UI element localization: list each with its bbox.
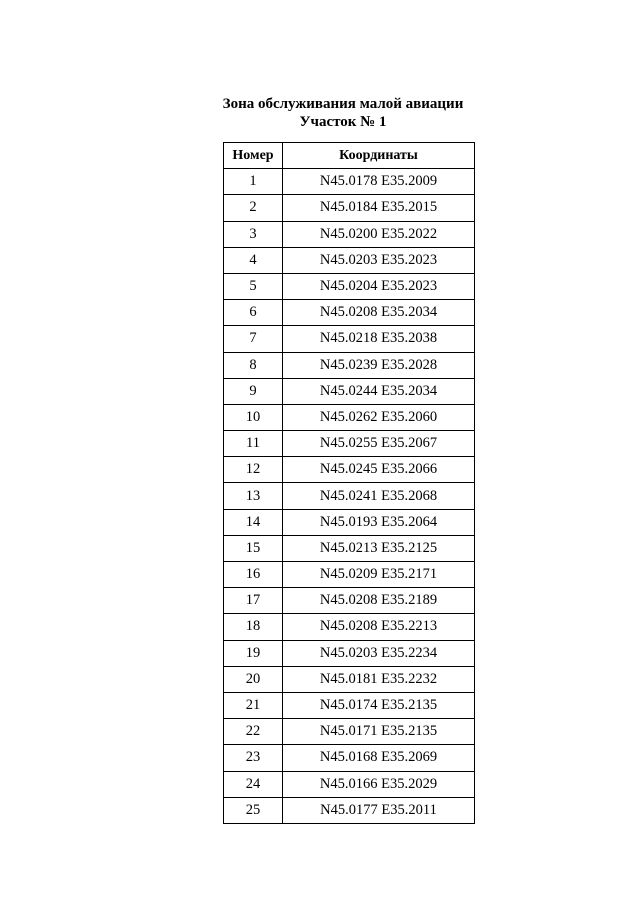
coordinates-cell: N45.0241 E35.2068 xyxy=(283,483,475,509)
point-number-cell: 13 xyxy=(224,483,283,509)
table-row xyxy=(224,797,475,823)
table-row xyxy=(224,300,475,326)
coordinates-cell: N45.0245 E35.2066 xyxy=(283,457,475,483)
coordinates-cell: N45.0239 E35.2028 xyxy=(283,352,475,378)
point-number-cell: 24 xyxy=(224,771,283,797)
point-number-cell: 8 xyxy=(224,352,283,378)
table-row xyxy=(224,483,475,509)
coordinates-table xyxy=(223,142,475,824)
table-row xyxy=(224,352,475,378)
coordinates-cell: N45.0218 E35.2038 xyxy=(283,326,475,352)
table-row xyxy=(224,457,475,483)
coordinates-cell: N45.0244 E35.2034 xyxy=(283,378,475,404)
coordinates-cell: N45.0209 E35.2171 xyxy=(283,562,475,588)
table-row xyxy=(224,404,475,430)
table-row xyxy=(224,509,475,535)
point-number-cell: 21 xyxy=(224,692,283,718)
table-row xyxy=(224,692,475,718)
coordinates-cell: N45.0262 E35.2060 xyxy=(283,404,475,430)
document-header xyxy=(0,95,640,131)
table-row xyxy=(224,719,475,745)
coordinates-cell: N45.0208 E35.2213 xyxy=(283,614,475,640)
coordinates-cell: N45.0208 E35.2189 xyxy=(283,588,475,614)
point-number-cell: 10 xyxy=(224,404,283,430)
coordinates-cell: N45.0213 E35.2125 xyxy=(283,535,475,561)
table-row xyxy=(224,535,475,561)
coordinates-cell: N45.0193 E35.2064 xyxy=(283,509,475,535)
coordinates-cell: N45.0166 E35.2029 xyxy=(283,771,475,797)
point-number-cell: 20 xyxy=(224,666,283,692)
document-title: Зона обслуживания малой авиации xyxy=(222,96,464,112)
table-row xyxy=(224,614,475,640)
coordinates-cell: N45.0181 E35.2232 xyxy=(283,666,475,692)
table-row xyxy=(224,169,475,195)
table-row xyxy=(224,666,475,692)
coordinates-cell: N45.0203 E35.2234 xyxy=(283,640,475,666)
table-row xyxy=(224,562,475,588)
point-number-cell: 16 xyxy=(224,562,283,588)
coordinates-cell: N45.0168 E35.2069 xyxy=(283,745,475,771)
table-row xyxy=(224,588,475,614)
table-row xyxy=(224,640,475,666)
point-number-cell: 7 xyxy=(224,326,283,352)
point-number-cell: 1 xyxy=(224,169,283,195)
point-number-cell: 22 xyxy=(224,719,283,745)
coordinates-cell: N45.0184 E35.2015 xyxy=(283,195,475,221)
point-number-cell: 3 xyxy=(224,221,283,247)
table-row xyxy=(224,247,475,273)
point-number-cell: 18 xyxy=(224,614,283,640)
table-row xyxy=(224,195,475,221)
coordinates-cell: N45.0174 E35.2135 xyxy=(283,692,475,718)
point-number-cell: 2 xyxy=(224,195,283,221)
coordinates-cell: N45.0203 E35.2023 xyxy=(283,247,475,273)
table-header-row xyxy=(224,143,475,169)
table-row xyxy=(224,378,475,404)
column-header-coordinates: Координаты xyxy=(283,143,475,169)
table-row xyxy=(224,273,475,299)
point-number-cell: 14 xyxy=(224,509,283,535)
coordinates-cell: N45.0208 E35.2034 xyxy=(283,300,475,326)
point-number-cell: 11 xyxy=(224,431,283,457)
point-number-cell: 9 xyxy=(224,378,283,404)
table-row xyxy=(224,771,475,797)
point-number-cell: 12 xyxy=(224,457,283,483)
table-row xyxy=(224,221,475,247)
coordinates-cell: N45.0178 E35.2009 xyxy=(283,169,475,195)
table-body xyxy=(224,169,475,824)
point-number-cell: 23 xyxy=(224,745,283,771)
point-number-cell: 17 xyxy=(224,588,283,614)
table-row xyxy=(224,326,475,352)
point-number-cell: 19 xyxy=(224,640,283,666)
point-number-cell: 4 xyxy=(224,247,283,273)
point-number-cell: 5 xyxy=(224,273,283,299)
point-number-cell: 15 xyxy=(224,535,283,561)
column-header-number: Номер xyxy=(224,143,283,169)
coordinates-cell: N45.0171 E35.2135 xyxy=(283,719,475,745)
table-row xyxy=(224,745,475,771)
coordinates-cell: N45.0177 E35.2011 xyxy=(283,797,475,823)
coordinates-cell: N45.0204 E35.2023 xyxy=(283,273,475,299)
table-row xyxy=(224,431,475,457)
point-number-cell: 6 xyxy=(224,300,283,326)
coordinates-cell: N45.0200 E35.2022 xyxy=(283,221,475,247)
point-number-cell: 25 xyxy=(224,797,283,823)
coordinates-cell: N45.0255 E35.2067 xyxy=(283,431,475,457)
document-subtitle: Участок № 1 xyxy=(299,114,387,130)
